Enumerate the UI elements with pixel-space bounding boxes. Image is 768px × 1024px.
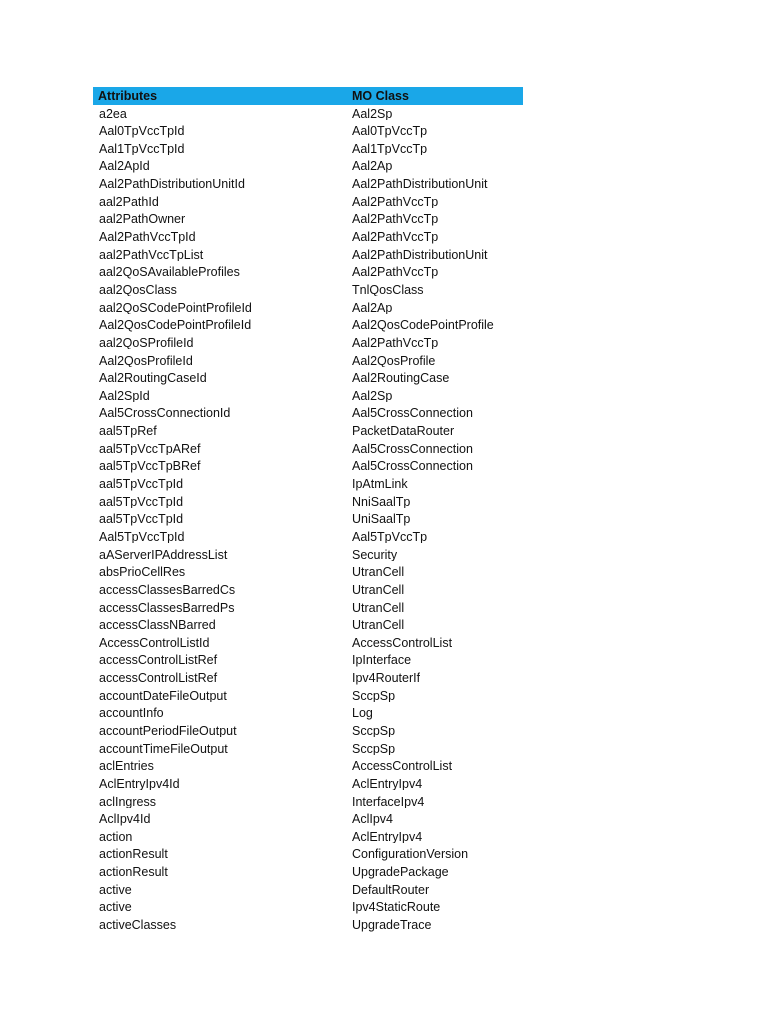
cell-mo-class[interactable]: AccessControlList [352, 636, 453, 650]
cell-attribute[interactable]: actionResult [99, 848, 168, 861]
cell-attribute[interactable]: Aal0TpVccTpId [99, 125, 185, 138]
cell-attribute[interactable]: aAServerIPAddressList [99, 548, 228, 562]
cell-mo-class[interactable]: UpgradeTrace [352, 919, 432, 932]
cell-attribute[interactable]: accessClassesBarredPs [99, 601, 235, 614]
table-row [93, 246, 523, 264]
table-row [93, 281, 523, 299]
cell-mo-class[interactable]: SccpSp [352, 724, 396, 738]
cell-attribute[interactable]: accessControlListRef [99, 654, 218, 667]
table-row [93, 105, 523, 123]
cell-attribute[interactable]: Aal2SpId [99, 389, 150, 403]
cell-attribute[interactable]: AccessControlListId [99, 636, 210, 650]
cell-attribute[interactable]: aal2QoSCodePointProfileId [99, 301, 252, 315]
table-row [93, 440, 523, 458]
header-mo-class[interactable]: MO Class [352, 89, 409, 103]
cell-attribute[interactable]: Aal2ApId [99, 160, 150, 173]
cell-attribute[interactable]: aal5TpVccTpId [99, 513, 184, 526]
cell-mo-class[interactable]: InterfaceIpv4 [352, 795, 425, 809]
cell-attribute[interactable]: aal2QoSProfileId [99, 336, 194, 350]
cell-attribute[interactable]: activeClasses [99, 919, 177, 932]
table-row [93, 793, 523, 811]
table-row [93, 423, 523, 441]
cell-mo-class[interactable]: Aal2PathVccTp [352, 195, 439, 209]
spreadsheet-table [93, 87, 523, 934]
table-row [93, 670, 523, 688]
cell-attribute[interactable]: accountPeriodFileOutput [99, 724, 237, 738]
table-row [93, 493, 523, 511]
table-row [93, 864, 523, 882]
cell-mo-class[interactable]: Aal2QosCodePointProfile [352, 319, 494, 332]
cell-attribute[interactable]: accountInfo [99, 707, 164, 720]
table-row [93, 881, 523, 899]
table-row [93, 352, 523, 370]
table-row [93, 722, 523, 740]
cell-mo-class[interactable]: Aal5CrossConnection [352, 407, 473, 420]
cell-mo-class[interactable]: Log [352, 707, 373, 720]
table-row [93, 617, 523, 635]
table-row [93, 581, 523, 599]
table-row [93, 158, 523, 176]
cell-mo-class[interactable]: AccessControlList [352, 760, 453, 773]
cell-attribute[interactable]: aal2QosClass [99, 283, 177, 297]
cell-mo-class[interactable]: Aal2PathVccTp [352, 266, 439, 279]
cell-attribute[interactable]: aal5TpVccTpId [99, 478, 184, 491]
cell-attribute[interactable]: AclIpv4Id [99, 813, 151, 826]
table-row [93, 846, 523, 864]
cell-attribute[interactable]: aal5TpVccTpBRef [99, 460, 201, 473]
cell-mo-class[interactable]: AclEntryIpv4 [352, 830, 423, 844]
cell-mo-class[interactable]: Aal0TpVccTp [352, 125, 428, 138]
cell-attribute[interactable]: aal2QoSAvailableProfiles [99, 266, 240, 279]
cell-attribute[interactable]: aal5TpVccTpId [99, 495, 184, 509]
cell-attribute[interactable]: Aal2QosCodePointProfileId [99, 319, 252, 332]
cell-attribute[interactable]: absPrioCellRes [99, 566, 186, 579]
table-row [93, 758, 523, 776]
cell-attribute[interactable]: active [99, 901, 132, 914]
table-row [93, 916, 523, 934]
cell-attribute[interactable]: active [99, 883, 132, 897]
table-body [93, 105, 523, 934]
table-row [93, 228, 523, 246]
table-row [93, 811, 523, 829]
table-row [93, 775, 523, 793]
table-row [93, 634, 523, 652]
table-row [93, 687, 523, 705]
table-row [93, 405, 523, 423]
cell-mo-class[interactable]: Aal2Sp [352, 107, 393, 121]
cell-mo-class[interactable]: Security [352, 548, 398, 562]
cell-attribute[interactable]: aal2PathOwner [99, 213, 186, 226]
cell-attribute[interactable]: accessClassesBarredCs [99, 583, 236, 597]
cell-mo-class[interactable]: UpgradePackage [352, 866, 449, 879]
cell-mo-class[interactable]: AclEntryIpv4 [352, 777, 423, 791]
cell-mo-class[interactable]: Aal2PathVccTp [352, 231, 439, 244]
cell-attribute[interactable]: Aal2PathVccTpId [99, 231, 196, 244]
table-row [93, 705, 523, 723]
cell-attribute[interactable]: aal2PathId [99, 195, 159, 209]
cell-mo-class[interactable]: Aal2PathVccTp [352, 336, 439, 350]
table-row [93, 899, 523, 917]
cell-mo-class[interactable]: Ipv4RouterIf [352, 672, 421, 685]
cell-mo-class[interactable]: SccpSp [352, 742, 396, 756]
header-attributes[interactable]: Attributes [98, 89, 158, 103]
cell-mo-class[interactable]: AclIpv4 [352, 813, 393, 826]
table-row [93, 528, 523, 546]
cell-mo-class[interactable]: SccpSp [352, 689, 396, 703]
table-row [93, 387, 523, 405]
cell-attribute[interactable]: Aal2QosProfileId [99, 354, 193, 368]
cell-attribute[interactable]: a2ea [99, 107, 127, 121]
cell-attribute[interactable]: Aal5TpVccTpId [99, 530, 185, 544]
cell-attribute[interactable]: aclEntries [99, 760, 154, 773]
cell-mo-class[interactable]: Ipv4StaticRoute [352, 901, 441, 914]
table-row [93, 211, 523, 229]
table-row [93, 317, 523, 335]
cell-mo-class[interactable]: DefaultRouter [352, 883, 430, 897]
cell-mo-class[interactable]: Aal2Sp [352, 389, 393, 403]
cell-mo-class[interactable]: TnlQosClass [352, 283, 424, 297]
table-row [93, 299, 523, 317]
table-row [93, 652, 523, 670]
cell-attribute[interactable]: accessClassNBarred [99, 619, 216, 632]
table-row [93, 828, 523, 846]
cell-attribute[interactable]: Aal2RoutingCaseId [99, 372, 207, 385]
table-row [93, 546, 523, 564]
cell-attribute[interactable]: accessControlListRef [99, 672, 218, 685]
cell-mo-class[interactable]: Aal2RoutingCase [352, 372, 450, 385]
cell-attribute[interactable]: accountTimeFileOutput [99, 742, 228, 756]
cell-attribute[interactable]: aal2PathVccTpList [99, 248, 204, 262]
cell-mo-class[interactable]: IpInterface [352, 654, 412, 667]
table-row [93, 511, 523, 529]
cell-attribute[interactable]: accountDateFileOutput [99, 689, 227, 703]
cell-attribute[interactable]: action [99, 830, 133, 844]
table-row [93, 370, 523, 388]
cell-mo-class[interactable]: UtranCell [352, 566, 405, 579]
cell-mo-class[interactable]: UtranCell [352, 619, 405, 632]
table-header-row [93, 87, 523, 105]
cell-mo-class[interactable]: Aal2QosProfile [352, 354, 436, 368]
cell-attribute[interactable]: Aal5CrossConnectionId [99, 407, 231, 420]
table-row [93, 264, 523, 282]
table-row [93, 176, 523, 194]
cell-mo-class[interactable]: IpAtmLink [352, 478, 408, 491]
table-row [93, 193, 523, 211]
cell-mo-class[interactable]: Aal5CrossConnection [352, 442, 473, 456]
cell-mo-class[interactable]: PacketDataRouter [352, 425, 455, 438]
table-row [93, 458, 523, 476]
cell-mo-class[interactable]: NniSaalTp [352, 495, 411, 509]
cell-mo-class[interactable]: UniSaalTp [352, 513, 411, 526]
cell-mo-class[interactable]: Aal2PathVccTp [352, 213, 439, 226]
table-row [93, 564, 523, 582]
cell-attribute[interactable]: Aal2PathDistributionUnitId [99, 178, 245, 191]
cell-mo-class[interactable]: Aal5TpVccTp [352, 530, 428, 544]
cell-attribute[interactable]: aclIngress [99, 795, 156, 809]
cell-attribute[interactable]: aal5TpVccTpARef [99, 442, 201, 456]
cell-mo-class[interactable]: Aal2Ap [352, 160, 393, 173]
cell-mo-class[interactable]: UtranCell [352, 601, 405, 614]
cell-mo-class[interactable]: ConfigurationVersion [352, 848, 469, 861]
table-row [93, 334, 523, 352]
cell-attribute[interactable]: Aal1TpVccTpId [99, 142, 185, 156]
cell-attribute[interactable]: actionResult [99, 866, 168, 879]
cell-attribute[interactable]: aal5TpRef [99, 425, 157, 438]
cell-mo-class[interactable]: Aal2PathDistributionUnit [352, 248, 488, 262]
table-row [93, 475, 523, 493]
cell-mo-class[interactable]: Aal5CrossConnection [352, 460, 473, 473]
table-row [93, 740, 523, 758]
cell-mo-class[interactable]: Aal2PathDistributionUnit [352, 178, 488, 191]
cell-attribute[interactable]: AclEntryIpv4Id [99, 777, 180, 791]
table-row [93, 599, 523, 617]
cell-mo-class[interactable]: Aal2Ap [352, 301, 393, 315]
cell-mo-class[interactable]: UtranCell [352, 583, 405, 597]
cell-mo-class[interactable]: Aal1TpVccTp [352, 142, 428, 156]
table-row [93, 140, 523, 158]
table-row [93, 123, 523, 141]
